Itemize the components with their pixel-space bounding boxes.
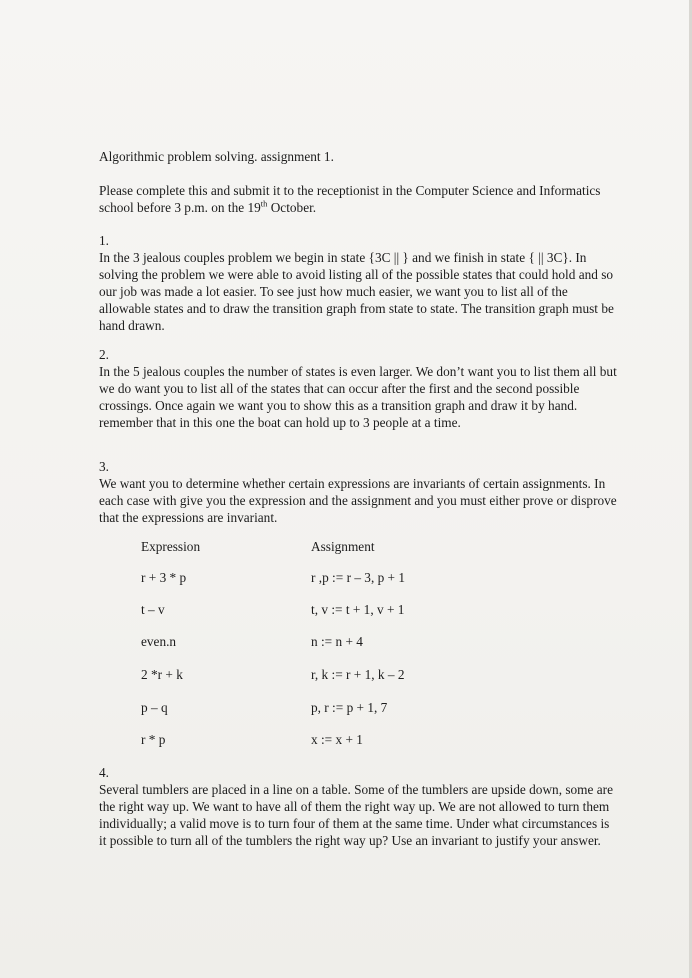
assignment-cell: x := x + 1 (311, 732, 363, 747)
table-header-row (141, 538, 461, 555)
question-text: We want you to determine whether certain expressions are invariants of certain assignments. In each case with give you the expression and the assignment and you must either prove or disprove that the expressions are invariant. (99, 476, 617, 525)
table-row (141, 666, 461, 683)
document-title: Algorithmic problem solving. assignment 1. (99, 149, 334, 164)
question-number: 3. (99, 459, 109, 474)
question-1 (99, 232, 619, 334)
assignment-cell: r, k := r + 1, k – 2 (311, 667, 405, 682)
question-number: 4. (99, 765, 109, 780)
date-ordinal-suffix: th (260, 198, 268, 209)
assignment-cell: n := n + 4 (311, 634, 363, 649)
expression-cell: p – q (141, 700, 168, 715)
expression-cell: 2 *r + k (141, 667, 183, 682)
question-number: 1. (99, 233, 109, 248)
instructions-text: Please complete this and submit it to the receptionist in the Computer Science and Informatics school before 3 p.m. on the 19 (99, 183, 601, 215)
table-row (141, 601, 461, 618)
assignment-cell: r ,p := r – 3, p + 1 (311, 570, 406, 585)
question-4 (99, 764, 619, 849)
question-3 (99, 458, 619, 526)
instructions-text-end: October. (267, 200, 317, 215)
question-text: In the 3 jealous couples problem we begin in state {3C || } and we finish in state { || 3C}. In solving the problem we were able to avoid listing all of the possible states that could hold and so our job was made a lot easier. To see just how much easier, we want you to list all of the allowable states and to draw the transition graph from state to state. The transition graph must be hand drawn. (99, 250, 614, 333)
question-2 (99, 346, 619, 431)
expression-cell: t – v (141, 602, 165, 617)
question-text: Several tumblers are placed in a line on a table. Some of the tumblers are upside down, some are the right way up. We want to have all of them the right way up. We are not allowed to turn them individually; a valid move is to turn four of them at the same time. Under what circumstances is it possible to turn all of the tumblers the right way up? Use an invariant to justify your answer. (99, 782, 613, 848)
column-header-assignment: Assignment (311, 539, 375, 554)
question-text: In the 5 jealous couples the number of states is even larger. We don’t want you to list them all but we do want you to list all of the states that can occur after the first and the second possible crossings. Once again we want you to show this as a transition graph and draw it by hand. remember that in this one the boat can hold up to 3 people at a time. (99, 364, 617, 430)
expression-cell: r * p (141, 732, 166, 747)
expression-cell: even.n (141, 634, 177, 649)
column-header-expression: Expression (141, 539, 201, 554)
table-row (141, 699, 461, 716)
table-row (141, 569, 461, 586)
submission-instructions (99, 182, 619, 216)
document-body (99, 148, 619, 848)
assignment-cell: t, v := t + 1, v + 1 (311, 602, 405, 617)
assignment-cell: p, r := p + 1, 7 (311, 700, 388, 715)
expression-cell: r + 3 * p (141, 570, 187, 585)
question-number: 2. (99, 347, 109, 362)
table-row (141, 633, 461, 650)
table-row (141, 731, 461, 748)
